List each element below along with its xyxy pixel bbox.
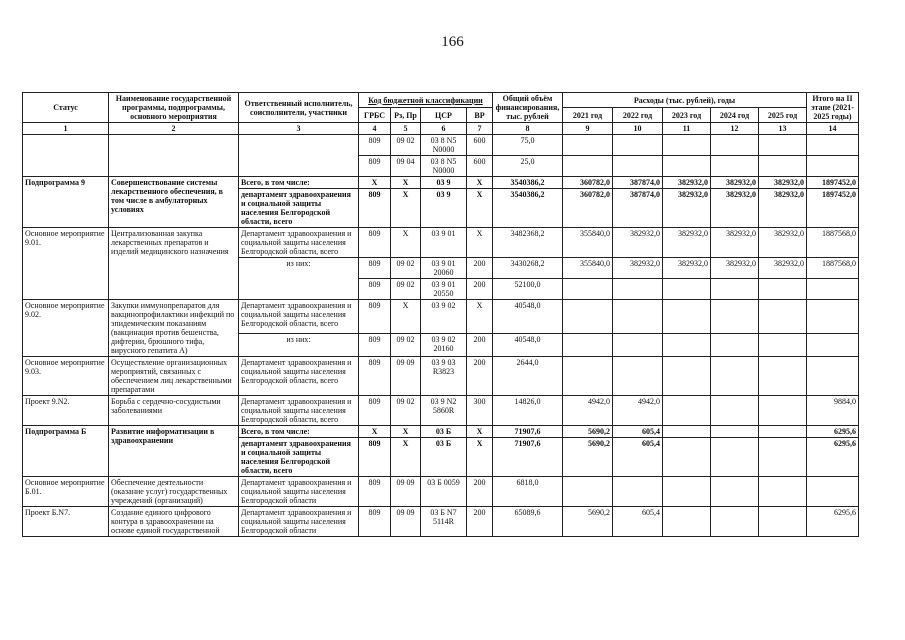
y2021-cell bbox=[563, 135, 613, 156]
y2023-cell bbox=[663, 396, 711, 426]
y2022-cell bbox=[613, 477, 663, 507]
y2022-cell bbox=[613, 333, 663, 356]
budget-table bbox=[22, 92, 859, 537]
itogo-cell bbox=[807, 477, 859, 507]
grbs-cell: 809 bbox=[359, 279, 391, 300]
y2021-cell: 5690,2 bbox=[563, 507, 613, 537]
rzpr-cell: 09 02 bbox=[391, 279, 421, 300]
total-cell: 71907,6 bbox=[493, 438, 563, 477]
column-number: 5 bbox=[391, 123, 421, 135]
vr-cell: X bbox=[467, 228, 493, 258]
grbs-cell: 809 bbox=[359, 228, 391, 258]
name-cell: Централизованная закупка лекарственных препаратов и изделий медицинского назначения bbox=[109, 228, 239, 300]
responsible-cell: Департамент здравоохранения и социальной защиты населения Белгородской области, всего bbox=[239, 357, 359, 396]
y2023-cell bbox=[663, 300, 711, 334]
y2024-cell bbox=[711, 438, 759, 477]
status-cell: Проект 9.N2. bbox=[23, 396, 109, 426]
grbs-cell: 809 bbox=[359, 477, 391, 507]
vr-cell: X bbox=[467, 177, 493, 189]
total-cell: 3540386,2 bbox=[493, 177, 563, 189]
y2022-cell: 4942,0 bbox=[613, 396, 663, 426]
table-row bbox=[23, 507, 859, 537]
csr-cell: 03 9 01 20060 bbox=[421, 258, 467, 279]
name-cell: Развитие информатизации в здравоохранении bbox=[109, 426, 239, 477]
itogo-cell: 1887568,0 bbox=[807, 258, 859, 279]
y2025-cell bbox=[759, 396, 807, 426]
column-number: 10 bbox=[613, 123, 663, 135]
header-total-funding: Общий объём финансирования, тыс. рублей bbox=[493, 93, 563, 123]
rzpr-cell: 09 02 bbox=[391, 333, 421, 356]
name-cell: Борьба с сердечно-сосудистыми заболеваниями bbox=[109, 396, 239, 426]
y2022-cell bbox=[613, 357, 663, 396]
csr-cell: 03 9 N2 5860R bbox=[421, 396, 467, 426]
csr-cell: 03 9 bbox=[421, 177, 467, 189]
y2023-cell bbox=[663, 279, 711, 300]
csr-cell: 03 9 bbox=[421, 189, 467, 228]
y2025-cell bbox=[759, 426, 807, 438]
grbs-cell: 809 bbox=[359, 396, 391, 426]
itogo-cell: 6295,6 bbox=[807, 426, 859, 438]
vr-cell: X bbox=[467, 300, 493, 334]
csr-cell: 03 9 02 bbox=[421, 300, 467, 334]
y2025-cell bbox=[759, 477, 807, 507]
table-row bbox=[23, 396, 859, 426]
grbs-cell: 809 bbox=[359, 258, 391, 279]
y2024-cell bbox=[711, 300, 759, 334]
column-number: 1 bbox=[23, 123, 109, 135]
csr-cell: 03 Б N7 5114R bbox=[421, 507, 467, 537]
grbs-cell: 809 bbox=[359, 135, 391, 156]
itogo-cell: 1897452,0 bbox=[807, 189, 859, 228]
csr-cell: 03 9 01 20550 bbox=[421, 279, 467, 300]
total-cell: 71907,6 bbox=[493, 426, 563, 438]
y2021-cell: 355840,0 bbox=[563, 228, 613, 258]
total-cell: 14826,0 bbox=[493, 396, 563, 426]
grbs-cell: 809 bbox=[359, 189, 391, 228]
column-number: 2 bbox=[109, 123, 239, 135]
itogo-cell bbox=[807, 357, 859, 396]
rzpr-cell: X bbox=[391, 426, 421, 438]
y2021-cell: 5690,2 bbox=[563, 426, 613, 438]
header-responsible: Ответственный исполнитель, соисполнители, участники bbox=[239, 93, 359, 123]
column-number: 4 bbox=[359, 123, 391, 135]
y2023-cell bbox=[663, 477, 711, 507]
y2024-cell bbox=[711, 477, 759, 507]
rzpr-cell: X bbox=[391, 177, 421, 189]
y2025-cell bbox=[759, 333, 807, 356]
itogo-cell bbox=[807, 156, 859, 177]
itogo-cell: 6295,6 bbox=[807, 438, 859, 477]
itogo-cell bbox=[807, 333, 859, 356]
y2021-cell: 4942,0 bbox=[563, 396, 613, 426]
y2021-cell: 360782,0 bbox=[563, 189, 613, 228]
vr-cell: 200 bbox=[467, 258, 493, 279]
header-itogo: Итого на II этапе (2021-2025 годы) bbox=[807, 93, 859, 123]
column-number: 14 bbox=[807, 123, 859, 135]
rzpr-cell: X bbox=[391, 438, 421, 477]
y2021-cell bbox=[563, 300, 613, 334]
header-2025: 2025 год bbox=[759, 108, 807, 123]
y2023-cell: 382932,0 bbox=[663, 258, 711, 279]
table-row bbox=[23, 300, 859, 334]
status-cell: Основное мероприятие 9.01. bbox=[23, 228, 109, 300]
y2022-cell: 382932,0 bbox=[613, 228, 663, 258]
csr-cell: 03 Б bbox=[421, 426, 467, 438]
y2025-cell: 382932,0 bbox=[759, 177, 807, 189]
name-cell: Закупки иммунопрепаратов для вакцинопрофилактики инфекций по эпидемическим показаниям (вакцинация против бешенства, дифтерии, брюшного тифа, вирусного гепатита А) bbox=[109, 300, 239, 357]
responsible-cell: департамент здравоохранения и социальной защиты населения Белгородской области, всего bbox=[239, 189, 359, 228]
y2024-cell bbox=[711, 426, 759, 438]
csr-cell: 03 Б 0059 bbox=[421, 477, 467, 507]
grbs-cell: 809 bbox=[359, 300, 391, 334]
total-cell: 2644,0 bbox=[493, 357, 563, 396]
y2022-cell: 387874,0 bbox=[613, 189, 663, 228]
rzpr-cell: X bbox=[391, 300, 421, 334]
status-cell: Основное мероприятие 9.02. bbox=[23, 300, 109, 357]
itogo-cell: 1897452,0 bbox=[807, 177, 859, 189]
csr-cell: 03 9 03 R3823 bbox=[421, 357, 467, 396]
vr-cell: 300 bbox=[467, 396, 493, 426]
y2023-cell bbox=[663, 426, 711, 438]
y2022-cell: 605,4 bbox=[613, 426, 663, 438]
name-cell bbox=[109, 135, 239, 177]
total-cell: 52100,0 bbox=[493, 279, 563, 300]
table-row bbox=[23, 477, 859, 507]
vr-cell: 200 bbox=[467, 357, 493, 396]
total-cell: 65089,6 bbox=[493, 507, 563, 537]
vr-cell: 200 bbox=[467, 333, 493, 356]
itogo-cell: 1887568,0 bbox=[807, 228, 859, 258]
itogo-cell bbox=[807, 300, 859, 334]
header-csr: ЦСР bbox=[421, 108, 467, 123]
status-cell: Подпрограмма 9 bbox=[23, 177, 109, 228]
y2025-cell bbox=[759, 357, 807, 396]
y2023-cell bbox=[663, 135, 711, 156]
vr-cell: 200 bbox=[467, 507, 493, 537]
total-cell: 25,0 bbox=[493, 156, 563, 177]
y2025-cell bbox=[759, 156, 807, 177]
y2024-cell bbox=[711, 135, 759, 156]
responsible-cell: Департамент здравоохранения и социальной защиты населения Белгородской области bbox=[239, 507, 359, 537]
y2021-cell bbox=[563, 279, 613, 300]
status-cell bbox=[23, 135, 109, 177]
y2023-cell: 382932,0 bbox=[663, 177, 711, 189]
y2024-cell: 382932,0 bbox=[711, 228, 759, 258]
total-cell: 3540386,2 bbox=[493, 189, 563, 228]
y2024-cell: 382932,0 bbox=[711, 189, 759, 228]
name-cell: Совершенствование системы лекарственного обеспечения, в том числе в амбулаторных условиях bbox=[109, 177, 239, 228]
y2023-cell: 382932,0 bbox=[663, 228, 711, 258]
name-cell: Создание единого цифрового контура в здравоохранении на основе единой государственной bbox=[109, 507, 239, 537]
column-number: 6 bbox=[421, 123, 467, 135]
y2022-cell bbox=[613, 135, 663, 156]
vr-cell: 600 bbox=[467, 156, 493, 177]
column-number: 13 bbox=[759, 123, 807, 135]
header-name: Наименование государственной программы, подпрограммы, основного мероприятия bbox=[109, 93, 239, 123]
column-number-row bbox=[23, 123, 859, 135]
responsible-cell: Департамент здравоохранения и социальной защиты населения Белгородской области bbox=[239, 477, 359, 507]
y2023-cell bbox=[663, 357, 711, 396]
y2023-cell bbox=[663, 507, 711, 537]
y2021-cell: 5690,2 bbox=[563, 438, 613, 477]
y2024-cell bbox=[711, 156, 759, 177]
responsible-cell: Департамент здравоохранения и социальной защиты населения Белгородской области, всего bbox=[239, 396, 359, 426]
rzpr-cell: 09 02 bbox=[391, 258, 421, 279]
header-2022: 2022 год bbox=[613, 108, 663, 123]
csr-cell: 03 9 02 20160 bbox=[421, 333, 467, 356]
y2021-cell bbox=[563, 357, 613, 396]
total-cell: 3482368,2 bbox=[493, 228, 563, 258]
csr-cell: 03 8 N5 N0000 bbox=[421, 135, 467, 156]
responsible-cell: департамент здравоохранения и социальной защиты населения Белгородской области, всего bbox=[239, 438, 359, 477]
name-cell: Обеспечение деятельности (оказание услуг) государственных учреждений (организаций) bbox=[109, 477, 239, 507]
y2024-cell bbox=[711, 279, 759, 300]
vr-cell: 200 bbox=[467, 279, 493, 300]
itogo-cell: 9884,0 bbox=[807, 396, 859, 426]
table-row bbox=[23, 426, 859, 438]
rzpr-cell: 09 02 bbox=[391, 135, 421, 156]
column-number: 8 bbox=[493, 123, 563, 135]
y2021-cell bbox=[563, 477, 613, 507]
y2022-cell bbox=[613, 279, 663, 300]
total-cell: 75,0 bbox=[493, 135, 563, 156]
y2025-cell: 382932,0 bbox=[759, 228, 807, 258]
y2024-cell bbox=[711, 333, 759, 356]
responsible-cell bbox=[239, 135, 359, 177]
vr-cell: X bbox=[467, 438, 493, 477]
total-cell: 40548,0 bbox=[493, 333, 563, 356]
itogo-cell: 6295,6 bbox=[807, 507, 859, 537]
y2025-cell: 382932,0 bbox=[759, 189, 807, 228]
rzpr-cell: X bbox=[391, 189, 421, 228]
column-number: 9 bbox=[563, 123, 613, 135]
responsible-cell: Всего, в том числе: bbox=[239, 426, 359, 438]
csr-cell: 03 8 N5 N0000 bbox=[421, 156, 467, 177]
y2021-cell: 360782,0 bbox=[563, 177, 613, 189]
rzpr-cell: X bbox=[391, 228, 421, 258]
y2024-cell: 382932,0 bbox=[711, 177, 759, 189]
grbs-cell: X bbox=[359, 426, 391, 438]
rzpr-cell: 09 09 bbox=[391, 507, 421, 537]
responsible-cell: Департамент здравоохранения и социальной защиты населения Белгородской области, всего bbox=[239, 228, 359, 258]
y2022-cell bbox=[613, 156, 663, 177]
y2025-cell bbox=[759, 507, 807, 537]
y2025-cell bbox=[759, 279, 807, 300]
grbs-cell: 809 bbox=[359, 507, 391, 537]
responsible-cell: Всего, в том числе: bbox=[239, 177, 359, 189]
rzpr-cell: 09 09 bbox=[391, 477, 421, 507]
header-vr: ВР bbox=[467, 108, 493, 123]
header-2021: 2021 год bbox=[563, 108, 613, 123]
header-grbs: ГРБС bbox=[359, 108, 391, 123]
table-row bbox=[23, 177, 859, 189]
y2024-cell bbox=[711, 357, 759, 396]
y2022-cell: 605,4 bbox=[613, 507, 663, 537]
header-budget-code: Код бюджетной классификации bbox=[359, 93, 493, 108]
y2022-cell: 387874,0 bbox=[613, 177, 663, 189]
y2021-cell: 355840,0 bbox=[563, 258, 613, 279]
grbs-cell: 809 bbox=[359, 438, 391, 477]
rzpr-cell: 09 04 bbox=[391, 156, 421, 177]
page-number: 166 bbox=[441, 34, 464, 50]
table-row bbox=[23, 357, 859, 396]
grbs-cell: 809 bbox=[359, 333, 391, 356]
rzpr-cell: 09 02 bbox=[391, 396, 421, 426]
itogo-cell bbox=[807, 135, 859, 156]
vr-cell: 200 bbox=[467, 477, 493, 507]
grbs-cell: 809 bbox=[359, 357, 391, 396]
status-cell: Проект Б.N7. bbox=[23, 507, 109, 537]
y2023-cell: 382932,0 bbox=[663, 189, 711, 228]
y2021-cell bbox=[563, 333, 613, 356]
status-cell: Подпрограмма Б bbox=[23, 426, 109, 477]
rzpr-cell: 09 09 bbox=[391, 357, 421, 396]
y2025-cell bbox=[759, 300, 807, 334]
grbs-cell: X bbox=[359, 177, 391, 189]
total-cell: 6818,0 bbox=[493, 477, 563, 507]
table-row bbox=[23, 135, 859, 156]
y2022-cell bbox=[613, 300, 663, 334]
vr-cell: X bbox=[467, 426, 493, 438]
y2025-cell: 382932,0 bbox=[759, 258, 807, 279]
grbs-cell: 809 bbox=[359, 156, 391, 177]
y2025-cell bbox=[759, 438, 807, 477]
responsible-cell: из них: bbox=[239, 333, 359, 356]
y2023-cell bbox=[663, 438, 711, 477]
column-number: 3 bbox=[239, 123, 359, 135]
column-number: 12 bbox=[711, 123, 759, 135]
y2023-cell bbox=[663, 156, 711, 177]
header-status: Статус bbox=[23, 93, 109, 123]
total-cell: 40548,0 bbox=[493, 300, 563, 334]
csr-cell: 03 Б bbox=[421, 438, 467, 477]
y2023-cell bbox=[663, 333, 711, 356]
y2024-cell bbox=[711, 396, 759, 426]
column-number: 11 bbox=[663, 123, 711, 135]
name-cell: Осуществление организационных мероприятий, связанных с обеспечением лиц лекарственными препаратами bbox=[109, 357, 239, 396]
y2022-cell: 382932,0 bbox=[613, 258, 663, 279]
table-row bbox=[23, 228, 859, 258]
header-rz-pr: Рз, Пр bbox=[391, 108, 421, 123]
responsible-cell: Департамент здравоохранения и социальной защиты населения Белгородской области, всего bbox=[239, 300, 359, 334]
csr-cell: 03 9 01 bbox=[421, 228, 467, 258]
status-cell: Основное мероприятие Б.01. bbox=[23, 477, 109, 507]
y2024-cell: 382932,0 bbox=[711, 258, 759, 279]
y2022-cell: 605,4 bbox=[613, 438, 663, 477]
y2025-cell bbox=[759, 135, 807, 156]
responsible-cell: из них: bbox=[239, 258, 359, 300]
header-2023: 2023 год bbox=[663, 108, 711, 123]
column-number: 7 bbox=[467, 123, 493, 135]
header-2024: 2024 год bbox=[711, 108, 759, 123]
header-expenses: Расходы (тыс. рублей), годы bbox=[563, 93, 807, 108]
vr-cell: 600 bbox=[467, 135, 493, 156]
y2021-cell bbox=[563, 156, 613, 177]
status-cell: Основное мероприятие 9.03. bbox=[23, 357, 109, 396]
y2024-cell bbox=[711, 507, 759, 537]
itogo-cell bbox=[807, 279, 859, 300]
total-cell: 3430268,2 bbox=[493, 258, 563, 279]
vr-cell: X bbox=[467, 189, 493, 228]
